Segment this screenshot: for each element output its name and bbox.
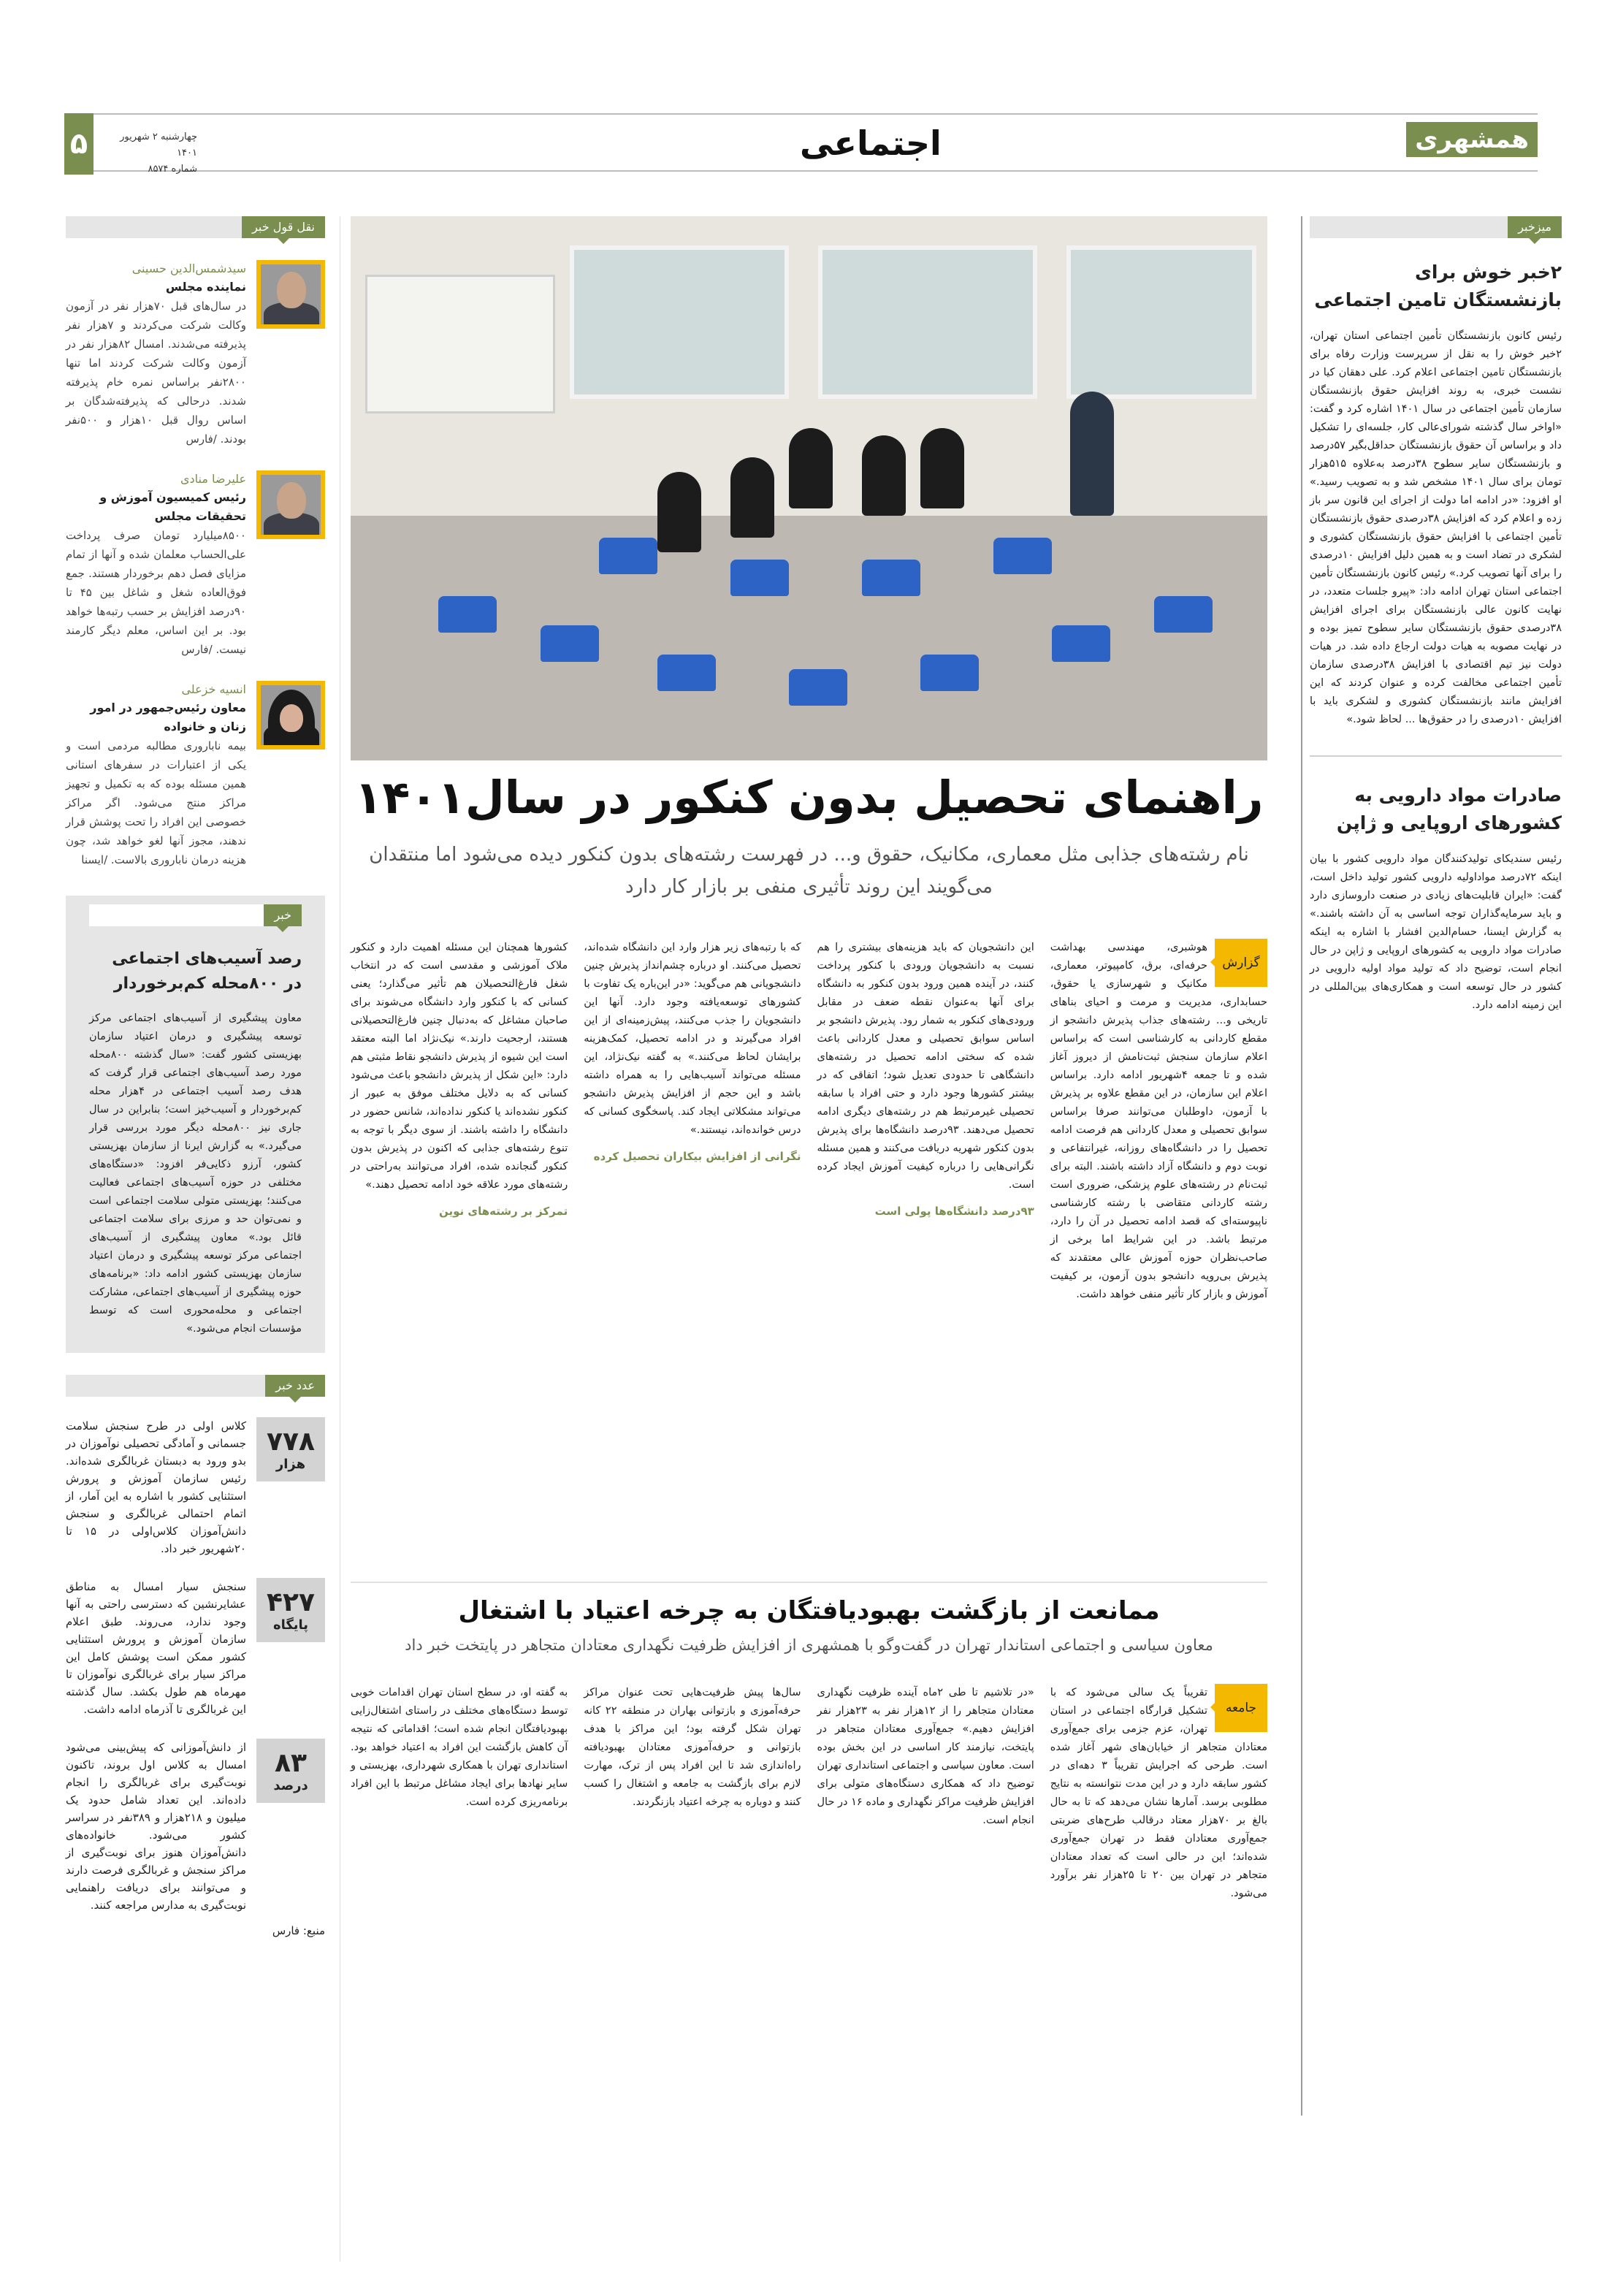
pension-news-body: رئیس کانون بازنشستگان تأمین اجتماعی استان تهران، ۲خبر خوش را به نقل از سرپرست وزارت رفاه برای بازنشستگان تامین اجتماعی اعلام کرد. علی دهقان کیا در نشست خبری، به روند افزایش حقوق بازنشستگان سازمان تأمین اجتماعی در سال ۱۴۰۱ اشاره کرد و گفت: «اواخر سال گذشته شورای‌عالی کار، جلسه‌ای را تشکیل داد و براساس آن حقوق بازنشستگان حداقل‌بگیر ۵۷درصد و بازنشستگان سایر سطوح ۳۸درصد به‌علاوه ۵۱۵هزار تومان برای سال ۱۴۰۱ مشخص شد و به تصویب رسید.» او افزود: «در ادامه اما دولت از اجرای این قانون سر باز زده و اعلام کرد که افزایش ۳۸درصدی حقوق بازنشستگان تأمین اجتماعی با افزایش حقوق بازنشستگان کشوری و لشکری در تضاد است و به همین دلیل افزایش ۱۰درصدی را برای آنها تصویب کرد.» رئیس کانون بازنشستگان تأمین اجتماعی استان تهران ادامه داد: «پیرو جلسات متعدد، در نهایت کانون عالی بازنشستگان برای اجرای افزایش ۳۸درصدی حقوق بازنشستگان سایر سطوح تمیز بوده و در نهایت مصوبه به هیات دولت ارجاع داده شد. در هیات دولت نیز تیم اقتصادی با افزایش ۳۸درصدی سازمان تأمین اجتماعی مخالفت کرده و عنوان کردند که این افزایش مانند بازنشستگان کشوری و لشکری باید با افزایش ۱۰درصدی را در حقوق‌ها ... لحاظ شود.»	[1310, 330, 1562, 725]
quote-role: رئیس کمیسیون آموزش و تحقیقات مجلس	[99, 490, 246, 523]
right-column	[1310, 216, 1562, 1015]
article-column	[817, 939, 1034, 1567]
stat-unit: درصد	[273, 1777, 308, 1793]
article-column	[584, 939, 801, 1567]
second-article-columns	[351, 1684, 1267, 2261]
stat-number: ۴۲۷	[267, 1587, 315, 1617]
article-column	[584, 1684, 801, 2261]
issue-info	[102, 129, 197, 178]
report-badge: گزارش	[1215, 939, 1267, 987]
quotes-tag: نقل قول خبر	[242, 216, 325, 238]
stat-number-box	[256, 1417, 325, 1481]
stat-unit: پایگاه	[272, 1617, 309, 1633]
quotes-tagbar	[66, 216, 325, 238]
article-subhead: تمرکز بر رشته‌های نوین	[438, 1205, 568, 1218]
masthead	[66, 113, 1538, 175]
article-paragraph: «در تلاشیم تا طی ۲ماه آینده ظرفیت نگهداری معتادان متجاهر را از ۱۲هزار نفر به ۲۳هزار نفر افزایش دهیم.» جمع‌آوری معتادان متجاهر در پایتخت، نیازمند کار اساسی در این بخش بوده است. معاون سیاسی و اجتماعی استانداری تهران توضیح داد که همکاری دستگاه‌های متولی برای افزایش ظرفیت مراکز نگهداری و ماده ۱۶ در حال انجام است.	[817, 1687, 1034, 1826]
column-divider	[1301, 216, 1302, 2116]
pharma-news-body: رئیس سندیکای تولیدکنندگان مواد دارویی کشور با بیان اینکه ۷۲درصد مواداولیه دارویی کشور تولید داخل است، گفت: «ایران قابلیت‌های زیادی در صنعت داروسازی دارد و باید سرمایه‌گذاران توجه اساسی به آن داشته باشند.» به گزارش ایسنا، حسام‌الدین افشار با اشاره به اینکه صادرات مواد دارویی به کشورهای اروپایی و ژاپن در حال انجام است، توضیح داد که تولید مواد اولیه دارویی در کشور در حال توسعه است و همکاری‌های بین‌المللی در این زمینه ادامه دارد.	[1310, 853, 1562, 1011]
issue-date: چهارشنبه ۲ شهریور ۱۴۰۱	[120, 131, 197, 159]
stat-text: سنجش سیار امسال به مناطق عشایرنشین که دسترسی راحتی به آنها وجود ندارد، می‌روند. طبق اعلام سازمان آموزش و پرورش استثنایی کشور ممکن است پوشش کامل این مراکز سیار برای غربالگری نوآموزان تا مهرماه هم طول بکشد. سال گذشته این غربالگری تا آذرماه ادامه داشت.	[66, 1580, 246, 1716]
quote-role: معاون رئیس‌جمهور در امور زنان و خانواده	[90, 701, 246, 733]
page-number: ۵	[64, 113, 93, 175]
main-article-columns	[351, 939, 1267, 1567]
article-paragraph: کشورها همچنان این مسئله اهمیت دارد و کنکور ملاک آموزشی و مقدسی است که در انتخاب شغل فارغ‌التحصیلان هم تأثیر می‌گذارد؛ یعنی کسانی که با کنکور وارد دانشگاه می‌شوند برای صاحبان مشاغل که به‌دنبال چنین فارغ‌التحصیلانی هستند، ارجحیت دارند.» نیک‌نژاد اما البته معتقد است این شیوه از پذیرش دانشجو نقاط مثبتی هم دارد: «این شکل از پذیرش دانشجو باعث می‌شود کسانی که به دلایل مختلف موفق به عبور از کنکور نشده‌اند یا کنکور نداده‌اند، شانس حضور در دانشگاه را داشته باشند. از سوی دیگر با توجه به تنوع رشته‌های جذابی که اکنون در پذیرش بدون کنکور گنجانده شده، افراد می‌توانند به‌راحتی در رشته‌های مورد علاقه خود ادامه تحصیل دهند.»	[351, 942, 568, 1191]
stat-item	[66, 1417, 325, 1557]
news-tag: خبر	[264, 904, 302, 926]
stats-source: منبع: فارس	[272, 1924, 325, 1937]
quote-text: ۸۵۰۰میلیارد تومان صرف پرداخت علی‌الحساب معلمان شده و آنها از تمام مزایای فصل دهم برخوردار هستند. جمع فوق‌العاده شغل و شاغل بین ۴۵ تا ۹۰درصد افزایش بر حسب رتبه‌ها خواهد بود. بر این اساس، معلم دیگر کارمند نیست. /فارس	[66, 529, 246, 656]
stat-number: ۷۷۸	[267, 1426, 315, 1457]
quote-name: انسیه خزعلی	[181, 682, 246, 696]
article-column	[1050, 939, 1267, 1567]
social-harm-body: معاون پیشگیری از آسیب‌های اجتماعی مرکز توسعه پیشگیری و درمان اعتیاد سازمان بهزیستی کشور گفت: «سال گذشته ۸۰۰محله مورد رصد آسیب‌های اجتماعی قرار گرفت که هدف رصد آسیب اجتماعی در ۴هزار محله کم‌برخوردار و آسیب‌خیز است؛ بنابراین در سال جاری نیز ۸۰۰محله دیگر مورد بررسی قرار می‌گیرد.» به گزارش ایرنا از سازمان بهزیستی کشور، آرزو ذکایی‌فر افزود: «دستگاه‌های مختلفی در حوزه آسیب‌های اجتماعی فعالیت می‌کنند؛ بهزیستی متولی سلامت اجتماعی است و نمی‌توان حد و مرزی برای سلامت اجتماعی قائل بود.» معاون پیشگیری از آسیب‌های اجتماعی مرکز توسعه پیشگیری و درمان اعتیاد سازمان بهزیستی کشور ادامه داد: «برنامه‌های حوزه پیشگیری از آسیب‌های اجتماعی، مشارکت اجتماعی و محله‌محوری است که توسط مؤسسات انجام می‌شود.»	[89, 1012, 302, 1335]
avatar	[256, 260, 325, 329]
stat-text: از دانش‌آموزانی که پیش‌بینی می‌شود امسال به کلاس اول بروند، تاکنون نوبت‌گیری برای غربالگری را انجام داده‌اند. این تعداد شامل حدود یک میلیون و ۲۱۸هزار و ۳۸۹نفر در سراسر کشور می‌شود. خانواده‌های دانش‌آموزان هنوز برای نوبت‌گیری از مراکز سنجش و غربالگری فرصت دارند و می‌توانند برای دریافت راهنمایی نوبت‌گیری به مدارس مراجعه کنند.	[66, 1741, 246, 1912]
stats-tagbar	[66, 1375, 325, 1397]
news-desk-tagbar	[1310, 216, 1562, 238]
article-paragraph: این دانشجویان که باید هزینه‌های بیشتری را هم نسبت به دانشجویان ورودی با کنکور پرداخت کنند، در آینده همین ورود بدون کنکور به دانشگاه برای آنها به‌عنوان نقطه ضعف در مقابل ورودی‌های کنکور به شمار رود. پذیرش دانشجو بر اساس سوابق تحصیلی و معدل کاردانی باعث شده که سختی ادامه تحصیل در رشته‌های دانشگاهی تا حدودی تعدیل شود؛ اتفاقی که در بیشتر کشورها وجود دارد و حتی افراد با سابقه تحصیلی غیرمرتبط هم در رشته‌های دیگری ادامه تحصیل می‌دهند. ۹۳درصد دانشگاه‌ها برای پذیرش بدون کنکور شهریه دریافت می‌کنند و همین مسئله نگرانی‌هایی را درباره کیفیت آموزش ایجاد کرده است.	[817, 942, 1034, 1191]
quote-item	[66, 681, 325, 869]
pharma-news-title[interactable]: صادرات مواد دارویی به کشورهای اروپایی و ژاپن	[1336, 785, 1562, 834]
second-lead: معاون سیاسی و اجتماعی استاندار تهران در گفت‌وگو با همشهری از افزایش ظرفیت نگهداری معتادان متجاهر در پایتخت خبر داد	[405, 1636, 1213, 1654]
news-desk-tag: میزخبر	[1508, 216, 1562, 238]
avatar	[256, 681, 325, 750]
section-divider	[351, 1582, 1267, 1583]
issue-number: شماره ۸۵۷۴	[148, 164, 197, 175]
quote-text: بیمه ناباروری مطالبه مردمی است و یکی از اعتبارات در سفرهای استانی همین مسئله بوده که به تکمیل و تجهیز مراکز منتج می‌شود. اگر مراکز خصوصی این افراد را تحت پوشش قرار ندهند، مجوز آنها لغو خواهد شد، چون هزینه درمان ناباروری بالاست. /ایسنا	[66, 739, 246, 866]
stat-unit: هزار	[275, 1456, 306, 1472]
stat-number-box	[256, 1739, 325, 1803]
social-harm-title[interactable]: رصد آسیب‌های اجتماعی در ۸۰۰محله کم‌برخوردار	[112, 950, 302, 993]
stat-text: کلاس اولی در طرح سنجش سلامت جسمانی و آمادگی تحصیلی نوآموزان در بدو ورود به دبستان غربالگری شده‌اند. رئیس سازمان آموزش و پرورش استثنایی کشور با اشاره به این آمار، از اتمام احتمالی غربالگری و سنجش دانش‌آموزان کلاس‌اولی در ۱۵ تا ۲۰شهریور خبر داد.	[66, 1419, 247, 1555]
article-paragraph: تقریباً یک سالی می‌شود که با تشکیل قرارگاه اجتماعی در استان تهران، عزم جزمی برای جمع‌آوری معتادان متجاهر از خیابان‌های شهر آغاز شده است. طرحی که اجرایش تقریباً ۳ دهه‌ای در کشور سابقه دارد و در این مدت نتوانسته به نتایج مطلوبی برسد. آمارها نشان می‌دهد که تا به حال بالغ بر ۷۰هزار معتاد درقالب طرح‌های ضربتی جمع‌آوری معتادان فقط در تهران جمع‌آوری شده‌اند؛ این در حالی است که تعداد معتادان متجاهر در تهران بین ۲۰ تا ۲۵هزار نفر برآورد می‌شود.	[1050, 1687, 1268, 1899]
main-headline[interactable]: راهنمای تحصیل بدون کنکور در سال۱۴۰۱	[354, 771, 1264, 824]
quote-item	[66, 260, 325, 449]
avatar	[256, 470, 325, 539]
article-column	[351, 939, 568, 1567]
article-paragraph: سال‌ها پیش ظرفیت‌هایی تحت عنوان مراکز حرفه‌آموزی و بازتوانی بهاران در منطقه ۲۲ کانه تهران شکل گرفته بود؛ این مراکز با هدف بازتوانی و حرفه‌آموزی معتادان بهبودیافته راه‌اندازی شد تا این افراد پس از ترک، مهارت لازم برای بازگشت به جامعه و اشتغال را کسب کنند و دوباره به چرخه اعتیاد بازنگردند.	[584, 1687, 801, 1808]
article-paragraph: که با رتبه‌های زیر هزار وارد این دانشگاه شده‌اند، تحصیل می‌کنند. او درباره چشم‌انداز پذیرش چنین دانشجویانی هم می‌گوید: «در این‌باره یک تفاوت با کشورهای توسعه‌یافته وجود دارد. آنها این دانشجویان را جذب می‌کنند، پیش‌زمینه‌ای از این افراد می‌گیرند و در ادامه تحصیل، کمک‌هزینه برایشان لحاظ می‌کنند.» به گفته نیک‌نژاد، این مسئله می‌تواند آسیب‌هایی را به همراه داشته باشد و این حجم از افزایش پذیرش دانشجو می‌تواند مشکلاتی ایجاد کند. پاسخگوی کسانی که درس خوانده‌اند، نیستند.»	[584, 942, 801, 1136]
pharma-news	[1310, 755, 1562, 1015]
stat-number: ۸۳	[275, 1747, 307, 1778]
quote-name: سیدشمس‌الدین حسینی	[131, 262, 246, 275]
stat-number-box	[256, 1578, 325, 1642]
pension-news-title[interactable]: ۲خبر خوش برای بازنشستگان تامین اجتماعی	[1314, 262, 1562, 310]
section-title: اجتماعی	[800, 123, 942, 163]
stats-tag: عدد خبر	[265, 1375, 325, 1397]
article-column	[1050, 1684, 1267, 2261]
left-column	[66, 216, 325, 1937]
article-paragraph: به گفته او، در سطح استان تهران اقدامات خوبی توسط دستگاه‌های مختلف در راستای اشتغال‌زایی بهبودیافتگان انجام شده است؛ اقداماتی که نتیجه آن کاهش بازگشت این افراد به اعتیاد خواهد بود. استانداری تهران با همکاری شهرداری، بهزیستی و سایر نهادها برای ایجاد مشاغل مرتبط با این افراد برنامه‌ریزی کرده است.	[351, 1687, 568, 1808]
quote-item	[66, 470, 325, 659]
quote-text: در سال‌های قبل ۷۰هزار نفر در آزمون وکالت شرکت می‌کردند و ۷هزار نفر پذیرفته می‌شدند. امسال ۸۲هزار نفر در آزمون وکالت شرکت کردند اما تنها ۲۸۰۰نفر براساس نمره خام پذیرفته شدند. درحالی که پذیرفته‌شدگان بر اساس روال قبل ۱۰هزار و ۵۰۰نفر بودند. /فارس	[66, 300, 247, 446]
article-subhead: ۹۳درصد دانشگاه‌ها پولی است	[874, 1205, 1034, 1218]
article-paragraph: هوشبری، مهندسی بهداشت حرفه‌ای، برق، کامپیوتر، معماری، مکانیک و شهرسازی یا حقوق، حسابداری، مدیریت و مرمت و احیای بناهای تاریخی و... رشته‌های جذاب پذیرش دانشجو از مقطع کاردانی به کارشناسی است که براساس اعلام سازمان سنجش ثبت‌نامش از دیروز آغاز شده و تا جمعه ۴شهریور ادامه دارد. براساس اعلام این سازمان، در این مقطع علاوه بر پذیرش با آزمون، داوطلبان می‌توانند صرفا براساس سوابق تحصیلی و معدل کاردانی هم فرصت ادامه تحصیل را در دانشگاه‌های روزانه، غیرانتفاعی و نوبت دوم و دانشگاه آزاد داشته باشند. البته برای ثبت‌نام در رشته‌های علوم پزشکی، ضروری است رشته کاردانی متقاضی با رشته کارشناسی ناپیوسته‌ای که قصد ادامه تحصیل در آن را دارد، مرتبط باشد. در این شرایط اما برخی از صاحب‌نظران حوزه آموزش عالی معتقدند که پذیرش بی‌رویه دانشجو بدون آزمون، بر کیفیت آموزش و بازار کار تأثیر منفی خواهد داشت.	[1050, 942, 1267, 1300]
quote-role: نماینده مجلس	[165, 280, 246, 294]
society-badge: جامعه	[1215, 1684, 1267, 1732]
article-subhead: نگرانی از افزایش بیکاران تحصیل کرده	[593, 1150, 801, 1163]
article-column	[351, 1684, 568, 2261]
newspaper-logo[interactable]: همشهری	[1406, 122, 1538, 157]
quote-name: علیرضا منادی	[180, 472, 246, 486]
stat-item	[66, 1578, 325, 1718]
news-tagbar	[89, 904, 302, 926]
article-column	[817, 1684, 1034, 2261]
social-harm-news-box	[66, 896, 325, 1353]
classroom-photo	[351, 216, 1267, 760]
second-headline[interactable]: ممانعت از بازگشت بهبودیافتگان به چرخه اعتیاد با اشتغال	[458, 1596, 1160, 1625]
main-lead: نام رشته‌های جذابی مثل معماری، مکانیک، حقوق و... در فهرست رشته‌های بدون کنکور دیده می‌شود اما منتقدان می‌گویند این روند تأثیری منفی بر بازار کار دارد	[369, 844, 1249, 898]
stat-item	[66, 1739, 325, 1914]
